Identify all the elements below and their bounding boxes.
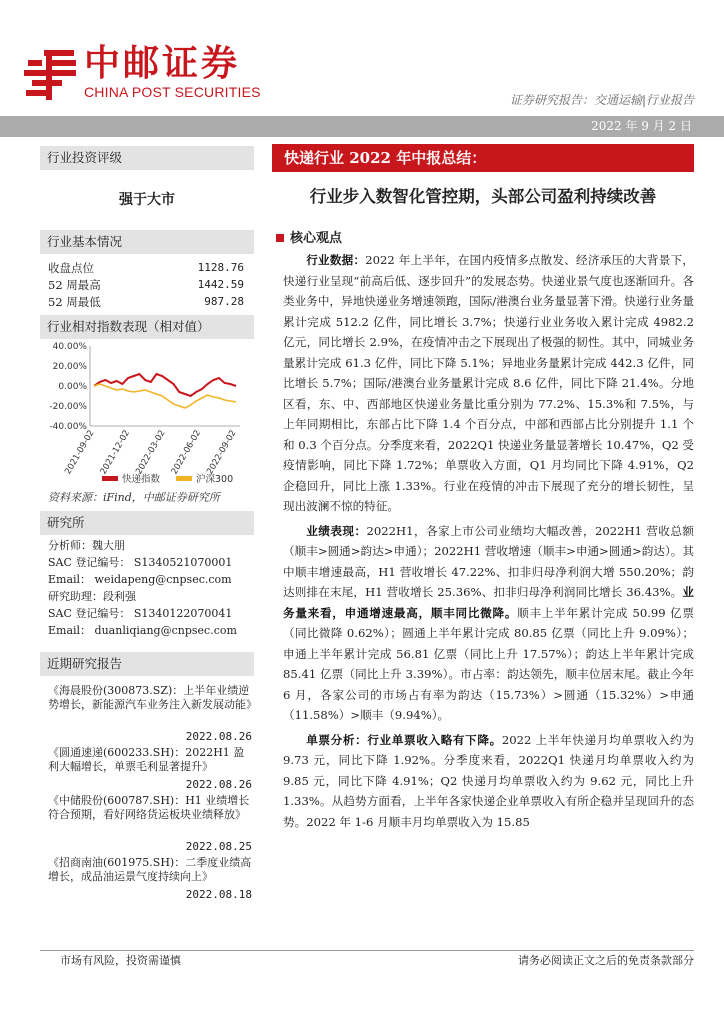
analyst-email[interactable]: Email： weidapeng@cnpsec.com [48,573,232,586]
analyst-sac: SAC 登记编号： S1340521070001 [48,556,233,569]
assistant-sac: SAC 登记编号： S1340122070041 [48,607,233,620]
body-text [283,250,694,836]
paragraph-lead: 业绩表现： [306,523,367,538]
legend-swatch [102,476,118,481]
paragraph-tail: 顺丰上半年累计完成 50.99 亿票（同比微降 0.62%）；圆通上半年累计完成 80.85 亿票（同比上升 9.09%）；申通上半年累计完成 56.81 亿票（同比上升 17.57%）；韵达上半年累计完成 85.41 亿票（同比上升 3.39%）。市占率：韵达领先，顺丰位居末尾。截止今年 6 月，各家公司的市场占有率为韵达（15.73%）>圆通（15.32%）>申通（11.58%）>顺丰（9.94%）。 [283,605,694,722]
x-tick-label: 2021-09-02 [63,428,97,477]
paragraph-performance [283,521,694,726]
x-tick-label: 2022-06-02 [169,428,204,477]
y-tick-label: 40.00% [52,342,87,352]
y-tick-label: -20.00% [49,402,87,412]
stat-row [48,277,244,293]
recent-report-title[interactable]: 《海晨股份(300873.SZ)：上半年业绩逆势增长，新能源汽车业务注入新发展动能》 [48,684,257,711]
risk-warning: 市场有风险，投资需谨慎 [60,954,181,967]
paragraph-lead: 行业数据： [306,253,366,267]
rating-header: 行业投资评级 [40,146,254,170]
x-tick-label: 2022-03-02 [134,428,168,477]
y-tick-label: 20.00% [52,362,87,372]
relative-index-chart [40,340,254,492]
legend-swatch [176,476,192,481]
basic-info-header: 行业基本情况 [40,230,254,254]
series-line [94,384,236,408]
x-tick-label: 2022-09-02 [205,428,239,477]
disclaimer-note: 请务必阅读正文之后的免责条款部分 [518,954,694,967]
paragraph-text: 2022 年上半年，在国内疫情多点散发、经济承压的大背景下，快递行业呈现“前高后低、逐步回升”的发展态势。快递业景气度也逐渐回升。各类业务中，异地快递业务增速领跑，国际/港澳台业务量显著下滑。快递行业务量累计完成 512.2 亿件，同比增长 3.7%；快递行业业务收入累计完成 4982.2 亿元，同比增长 2.9%，在疫情冲击之下展现出了极强的韧性。其中，同城业务量累计完成 61.3 亿件，同比下降 5.1%；异地业务量累计完成 442.3 亿件，同比增长 5.7%；国际/港澳台业务量累计完成 8.6 亿件，同比下降 21.4%。分地区看，东、中、西部地区快递业务量比重分别为 77.2%、15.3%和 7.5%，与上年同期相比，东部占比下降 1.4 个百分点，中部和西部占比分别提升 1.1 个和 0.3 个百分点。分季度来看，2022Q1 快递业务量显著增长 10.47%，Q2 受疫情影响，同比下降 1.72%；单票收入方面，Q1 月均同比下降 4.91%，Q2 企稳回升，同比上涨 1.33%。行业在疫情的冲击下展现了充分的增长韧性，呈现出波澜不惊的特征。 [283,253,694,513]
paragraph-text: 2022 上半年快递月均单票收入约为 9.73 元，同比下降 1.92%。分季度来看，2022Q1 快递月均单票收入约为 9.85 元，同比下降 4.91%；Q2 快递月均单票收入约为 9.62 元，同比上升 1.33%。从趋势方面看，上半年各家快递企业单票收入有所企稳并呈现回升的态势。2022 年 1-6 月顺丰月均单票收入为 15.85 [283,732,694,829]
core-view-label: 核心观点 [290,231,343,246]
paragraph-lead: 单票分析：行业单票收入略有下降。 [306,732,502,747]
legend-label: 快递指数 [122,474,161,485]
recent-report-title[interactable]: 《中储股份(600787.SH)：H1 业绩增长符合预期，看好网络货运板块业绩释放》 [48,794,250,821]
footer-divider [40,950,694,951]
paragraph-industry-data [283,250,694,517]
recent-report-date: 2022.08.26 [185,778,252,791]
brand-name-cn: 中邮证券 [84,43,241,84]
paragraph-bold: 业务量来看，申通增速最高，顺丰同比微降。 [283,585,694,620]
stat-label: 52 周最低 [48,295,101,309]
stat-label: 收盘点位 [48,261,94,275]
recent-report-title[interactable]: 《圆通速递(600233.SH)：2022H1 盈利大幅增长，单票毛利显著提升》 [48,746,245,773]
paragraph-text: 2022H1，各家上市公司业绩均大幅改善，2022H1 营收总额（顺丰>圆通>韵达>申通）；2022H1 营收增速（顺丰>申通>圆通>韵达）。其中顺丰增速最高，H1 营收增长 47.22%、扣非归母净利润大增 550.20%；韵达则排在末尾，H1 营收增长 25.36%、扣非归母净利润同比增长 36.43%。 [283,523,694,599]
chart-source: 资料来源：iFind，中邮证券研究所 [48,491,220,504]
report-date: 2022 年 9 月 2 日 [591,119,692,133]
stat-row [48,260,244,276]
assistant-email[interactable]: Email： duanliqiang@cnpsec.com [48,624,237,637]
stat-label: 52 周最高 [48,278,101,292]
bullet-icon [276,234,284,242]
analyst-name: 分析师：魏大朋 [48,539,125,552]
stat-row [48,294,244,310]
legend-label: 沪深300 [196,474,234,485]
x-tick-label: 2021-12-02 [98,428,133,477]
recent-report-date: 2022.08.25 [185,840,252,853]
brand-name-en: CHINA POST SECURITIES [84,84,261,100]
recent-report-date: 2022.08.18 [185,888,252,901]
stat-value: 1128.76 [197,261,244,274]
report-type: 证券研究报告：交通运输|行业报告 [509,93,694,107]
perf-header: 行业相对指数表现（相对值） [40,315,254,339]
paragraph-ticket-analysis [283,730,694,833]
assistant-name: 研究助理：段利强 [48,590,136,603]
report-title-bar: 快递行业 2022 年中报总结： [272,144,694,172]
y-tick-label: -40.00% [49,422,87,432]
research-header: 研究所 [40,511,254,535]
recent-report-date: 2022.08.26 [185,730,252,743]
y-tick-label: 0.00% [58,382,87,392]
series-line [94,374,236,396]
recent-report-title[interactable]: 《招商南油(601975.SH)：二季度业绩高增长，成品油运景气度持续向上》 [48,856,252,883]
investment-rating: 强于大市 [119,192,175,208]
stat-value: 987.28 [204,295,244,308]
report-headline: 行业步入数智化管控期，头部公司盈利持续改善 [309,187,657,206]
stat-value: 1442.59 [197,278,244,291]
china-post-logo-icon [20,46,80,102]
recent-reports-header: 近期研究报告 [40,652,254,676]
